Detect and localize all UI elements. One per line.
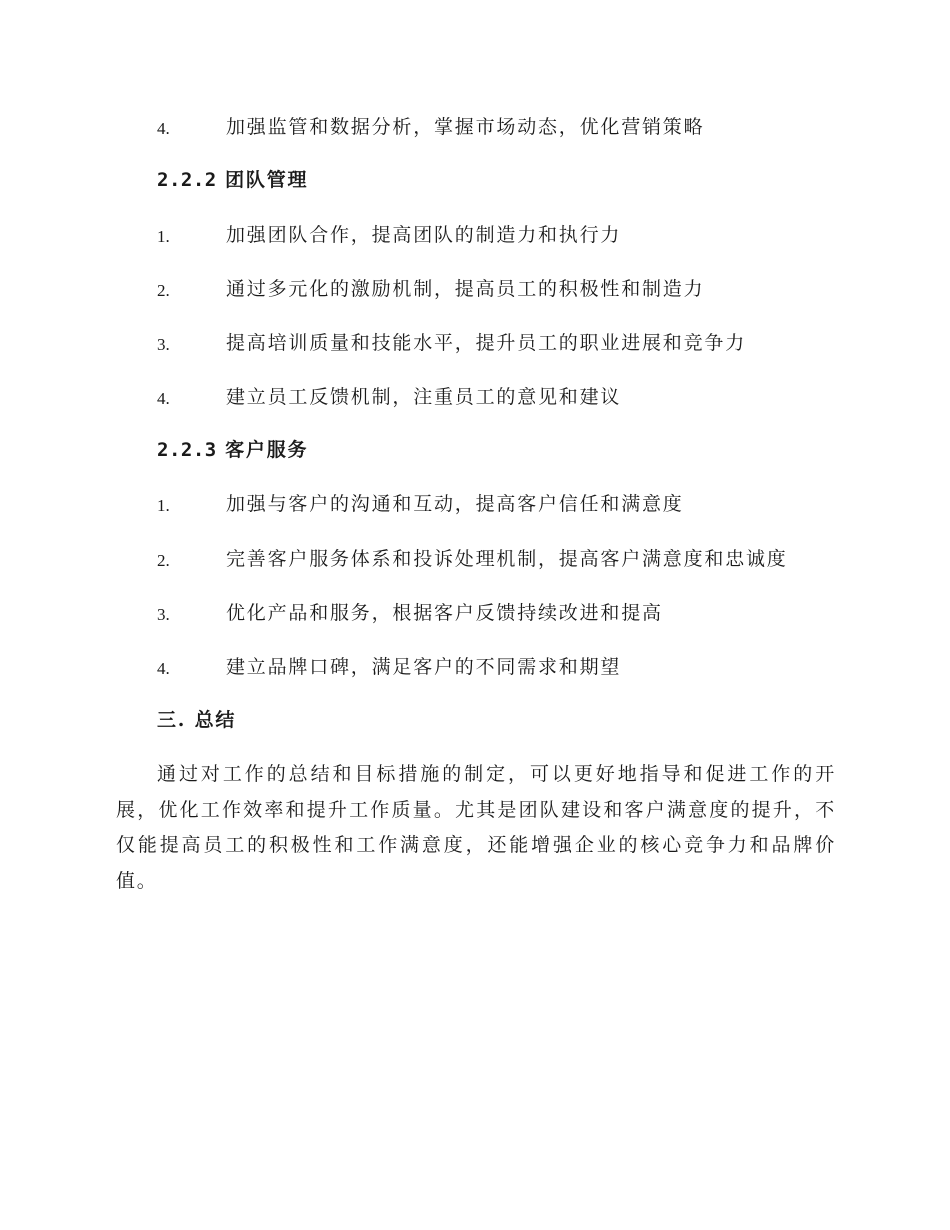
list-item-number: 2.	[157, 281, 170, 300]
section-heading-customer	[157, 437, 308, 463]
list-item-text: 通过多元化的激励机制，提高员工的积极性和制造力	[226, 278, 705, 300]
list-item-text: 加强与客户的沟通和互动，提高客户信任和满意度	[226, 493, 684, 515]
list-item-text: 加强团队合作，提高团队的制造力和执行力	[226, 224, 622, 246]
list-item-number: 3.	[157, 335, 170, 354]
list-item-number: 1.	[157, 227, 170, 246]
list-item-text: 提高培训质量和技能水平，提升员工的职业进展和竞争力	[226, 332, 747, 354]
list-item-text: 加强监管和数据分析，掌握市场动态，优化营销策略	[226, 116, 705, 138]
summary-heading: 三. 总结	[157, 709, 237, 731]
list-item	[0, 329, 950, 359]
section-title: 客户服务	[225, 439, 309, 461]
section-number: 2.2.3	[157, 439, 217, 461]
section-number: 2.2.2	[157, 169, 217, 191]
list-item	[0, 653, 950, 683]
list-item-text: 完善客户服务体系和投诉处理机制，提高客户满意度和忠诚度	[226, 548, 788, 570]
list-item	[0, 383, 950, 413]
list-item	[0, 599, 950, 629]
list-item	[0, 545, 950, 575]
list-item	[0, 275, 950, 305]
list-item-number: 4.	[157, 659, 170, 678]
list-item-text: 建立员工反馈机制，注重员工的意见和建议	[226, 386, 622, 408]
list-item-number: 4.	[157, 119, 170, 138]
list-item	[0, 113, 950, 143]
list-item-text: 优化产品和服务，根据客户反馈持续改进和提高	[226, 602, 663, 624]
section-heading-team	[157, 167, 308, 193]
list-item-number: 3.	[157, 605, 170, 624]
list-item	[0, 490, 950, 520]
section-title: 团队管理	[225, 169, 309, 191]
list-item-number: 4.	[157, 389, 170, 408]
list-item	[0, 221, 950, 251]
list-item-text: 建立品牌口碑，满足客户的不同需求和期望	[226, 656, 622, 678]
list-item-number: 2.	[157, 551, 170, 570]
summary-paragraph: 通过对工作的总结和目标措施的制定，可以更好地指导和促进工作的开展，优化工作效率和提升工作质量。尤其是团队建设和客户满意度的提升，不仅能提高员工的积极性和工作满意度，还能增强企业的核心竞争力和品牌价值。	[116, 763, 836, 892]
list-item-number: 1.	[157, 496, 170, 515]
